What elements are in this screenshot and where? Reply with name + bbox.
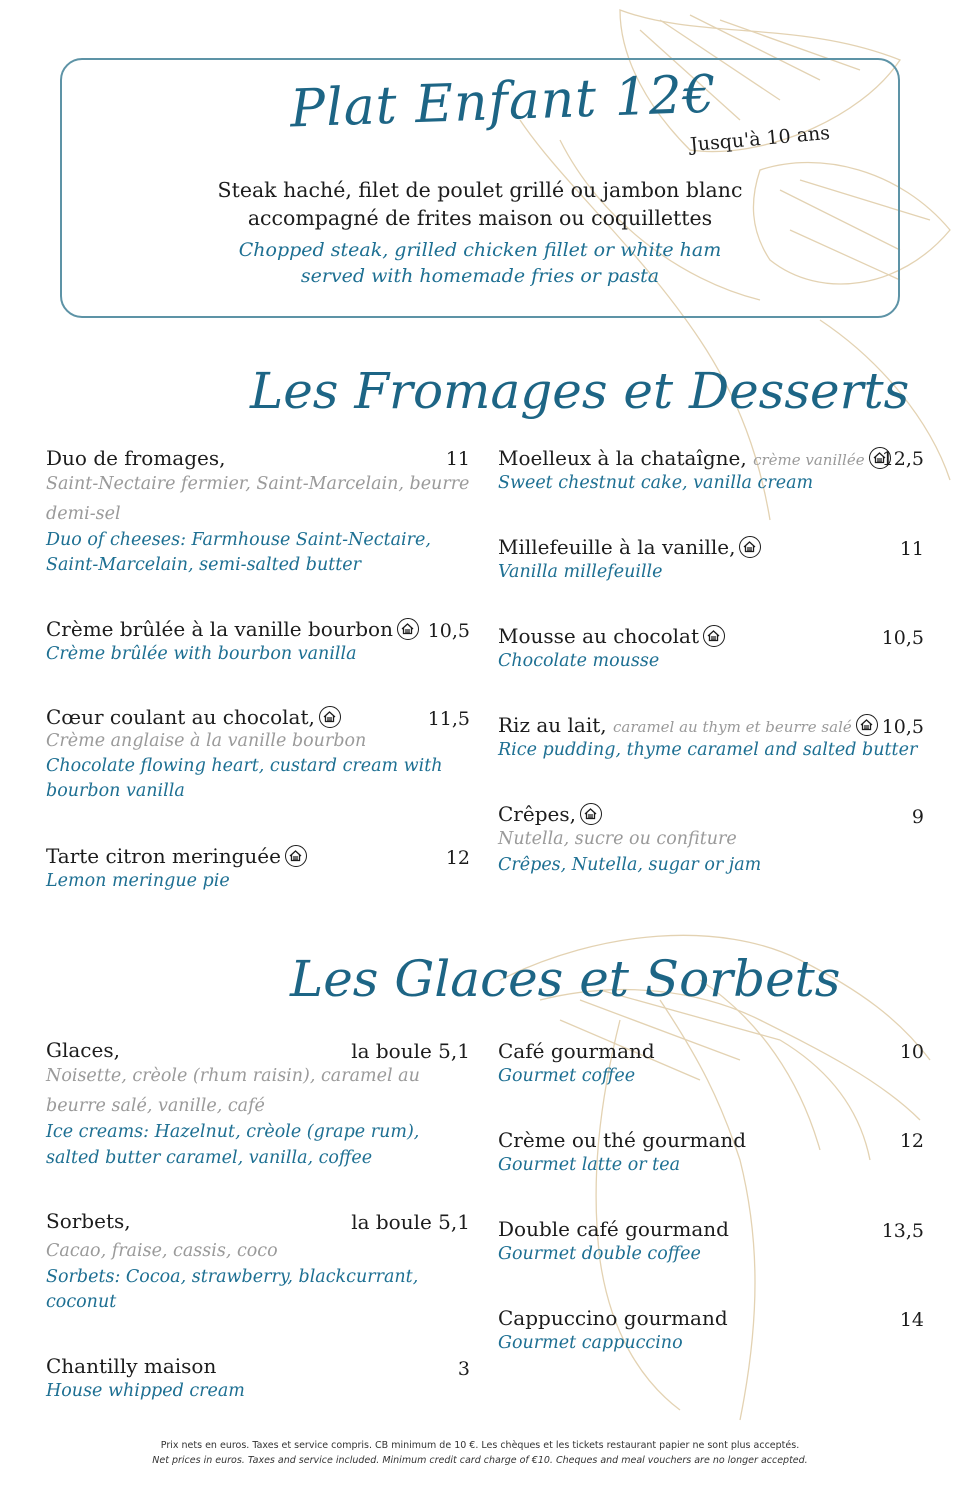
dessert-en: Crème brûlée with bourbon vanilla [46, 644, 357, 664]
coffee-name: Cappuccino gourmand [498, 1306, 728, 1330]
coffee-name: Double café gourmand [498, 1217, 729, 1241]
ice-en: salted butter caramel, vanilla, coffee [46, 1148, 373, 1168]
dessert-price: 11,5 [427, 708, 470, 730]
dessert-en: Chocolate flowing heart, custard cream with [46, 756, 443, 776]
coffee-en: Gourmet double coffee [498, 1244, 701, 1264]
dessert-en: Lemon meringue pie [46, 871, 230, 891]
coffee-en: Gourmet latte or tea [498, 1155, 680, 1175]
homemade-icon [397, 618, 419, 640]
desserts-section-title: Les Fromages et Desserts [250, 362, 910, 420]
footer-note-fr: Prix nets en euros. Taxes et service compris. CB minimum de 10 €. Les chèques et les tickets restaurant papier ne sont plus acceptés. [160, 1440, 800, 1451]
dessert-desc: Nutella, sucre ou confiture [498, 829, 737, 849]
ice-en: coconut [46, 1292, 117, 1312]
ice-name: Chantilly maison [46, 1354, 217, 1378]
dessert-name: Moelleux à la chataîgne, crème vanillée [498, 446, 891, 470]
coffee-price: 12 [899, 1130, 924, 1152]
dessert-price: 11 [899, 538, 924, 560]
coffee-price: 14 [899, 1309, 924, 1331]
homemade-icon [319, 706, 341, 728]
dessert-name: Millefeuille à la vanille, [498, 535, 761, 559]
ice-price: la boule 5,1 [351, 1210, 470, 1234]
ice-en: House whipped cream [46, 1381, 245, 1401]
homemade-icon [856, 714, 878, 736]
dessert-en: bourbon vanilla [46, 781, 185, 801]
dessert-en: Duo of cheeses: Farmhouse Saint-Nectaire, [46, 530, 431, 550]
dessert-price: 11 [445, 448, 470, 470]
ice-price: la boule 5,1 [351, 1039, 470, 1063]
ice-en: Sorbets: Cocoa, strawberry, blackcurrant, [46, 1267, 419, 1287]
coffee-name: Crème ou thé gourmand [498, 1128, 747, 1152]
dessert-price: 10,5 [427, 620, 470, 642]
ice-desc: beurre salé, vanille, café [46, 1096, 265, 1116]
dessert-en: Vanilla millefeuille [498, 562, 663, 582]
ices-section-title: Les Glaces et Sorbets [290, 950, 841, 1008]
kids-dish-en-line1: Chopped steak, grilled chicken fillet or white ham [238, 239, 722, 261]
dessert-name: Duo de fromages, [46, 446, 226, 470]
homemade-icon [285, 845, 307, 867]
kids-dish-en-line2: served with homemade fries or pasta [300, 265, 660, 287]
dessert-en: Crêpes, Nutella, sugar or jam [498, 855, 762, 875]
kids-dish-title: Plat Enfant 12€ [289, 64, 718, 140]
kids-dish-fr-line1: Steak haché, filet de poulet grillé ou jambon blanc [217, 178, 743, 202]
coffee-price: 10 [899, 1041, 924, 1063]
ice-desc: Cacao, fraise, cassis, coco [46, 1241, 278, 1261]
kids-dish-age: Jusqu'à 10 ans [689, 121, 831, 157]
dessert-name: Cœur coulant au chocolat, [46, 705, 341, 729]
dessert-desc: Saint-Nectaire fermier, Saint-Marcelain, beurre [46, 474, 470, 494]
dessert-desc: demi-sel [46, 504, 121, 524]
kids-dish-fr-line2: accompagné de frites maison ou coquillettes [247, 206, 713, 230]
dessert-price: 10,5 [881, 627, 924, 649]
ice-price: 3 [457, 1358, 470, 1380]
ice-en: Ice creams: Hazelnut, crèole (grape rum), [46, 1122, 420, 1142]
ice-name: Sorbets, [46, 1209, 131, 1233]
coffee-en: Gourmet coffee [498, 1066, 636, 1086]
homemade-icon [739, 536, 761, 558]
ice-name: Glaces, [46, 1038, 120, 1062]
dessert-en: Rice pudding, thyme caramel and salted butter [498, 740, 918, 760]
dessert-desc: Crème anglaise à la vanille bourbon [46, 731, 367, 751]
coffee-name: Café gourmand [498, 1039, 655, 1063]
dessert-price: 10,5 [881, 716, 924, 738]
dessert-name: Crêpes, [498, 802, 602, 826]
dessert-price: 12 [445, 847, 470, 869]
ice-desc: Noisette, crèole (rhum raisin), caramel au [46, 1066, 420, 1086]
homemade-icon [703, 625, 725, 647]
dessert-name: Riz au lait, caramel au thym et beurre salé [498, 713, 878, 737]
dessert-price: 12,5 [881, 448, 924, 470]
coffee-en: Gourmet cappuccino [498, 1333, 683, 1353]
footer-note-en: Net prices in euros. Taxes and service included. Minimum credit card charge of €10. Cheques and meal vouchers are no longer accepted. [152, 1455, 808, 1466]
dessert-name: Crème brûlée à la vanille bourbon [46, 617, 419, 641]
coffee-price: 13,5 [881, 1220, 924, 1242]
dessert-name: Mousse au chocolat [498, 624, 725, 648]
dessert-price: 9 [911, 806, 924, 828]
dessert-en: Saint-Marcelain, semi-salted butter [46, 555, 361, 575]
dessert-name: Tarte citron meringuée [46, 844, 307, 868]
dessert-en: Sweet chestnut cake, vanilla cream [498, 473, 814, 493]
homemade-icon [580, 803, 602, 825]
dessert-en: Chocolate mousse [498, 651, 660, 671]
